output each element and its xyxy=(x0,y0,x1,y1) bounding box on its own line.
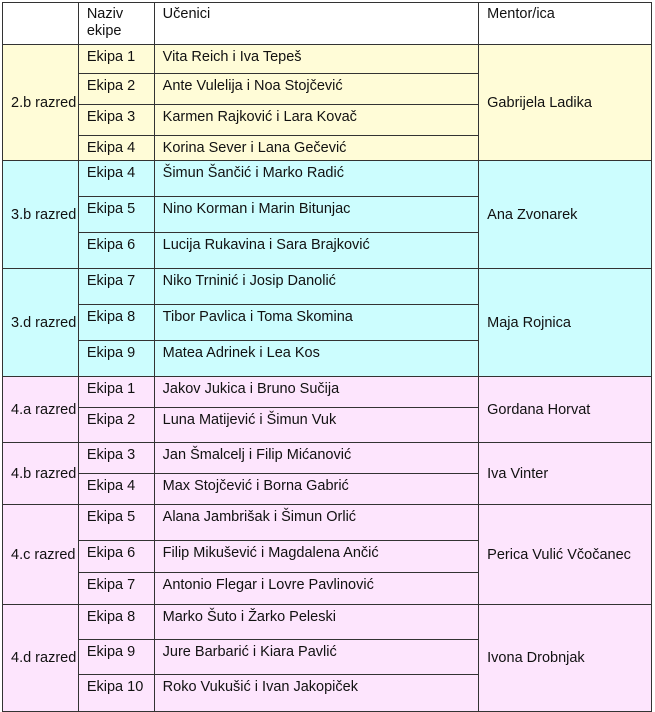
team-cell: Ekipa 9 xyxy=(78,640,154,675)
students-cell: Antonio Flegar i Lovre Pavlinović xyxy=(154,573,479,605)
team-cell: Ekipa 7 xyxy=(78,269,154,305)
class-cell: 3.b razred xyxy=(3,161,79,269)
header-row xyxy=(3,3,652,45)
header-mentor: Mentor/ica xyxy=(479,3,652,45)
students-cell: Vita Reich i Iva Tepeš xyxy=(154,45,479,74)
team-cell: Ekipa 1 xyxy=(78,377,154,408)
table-row xyxy=(3,269,652,305)
team-cell: Ekipa 1 xyxy=(78,45,154,74)
students-cell: Jan Šmalcelj i Filip Mićanović xyxy=(154,443,479,474)
team-cell: Ekipa 5 xyxy=(78,505,154,541)
table-row xyxy=(3,443,652,474)
students-cell: Niko Trninić i Josip Danolić xyxy=(154,269,479,305)
students-cell: Marko Šuto i Žarko Peleski xyxy=(154,605,479,640)
students-cell: Karmen Rajković i Lara Kovač xyxy=(154,105,479,136)
mentor-cell: Gordana Horvat xyxy=(479,377,652,443)
team-cell: Ekipa 10 xyxy=(78,675,154,712)
team-cell: Ekipa 2 xyxy=(78,74,154,105)
team-cell: Ekipa 7 xyxy=(78,573,154,605)
students-cell: Lucija Rukavina i Sara Brajković xyxy=(154,233,479,269)
table-row xyxy=(3,605,652,640)
class-cell: 4.b razred xyxy=(3,443,79,505)
class-cell: 4.a razred xyxy=(3,377,79,443)
table-row xyxy=(3,45,652,74)
class-cell: 3.d razred xyxy=(3,269,79,377)
header-team-name: Naziv ekipe xyxy=(78,3,154,45)
students-cell: Tibor Pavlica i Toma Skomina xyxy=(154,305,479,341)
table-row xyxy=(3,377,652,408)
team-cell: Ekipa 4 xyxy=(78,136,154,161)
students-cell: Jakov Jukica i Bruno Sučija xyxy=(154,377,479,408)
class-cell: 4.d razred xyxy=(3,605,79,712)
students-cell: Max Stojčević i Borna Gabrić xyxy=(154,474,479,505)
students-cell: Ante Vulelija i Noa Stojčević xyxy=(154,74,479,105)
class-cell: 2.b razred xyxy=(3,45,79,161)
team-cell: Ekipa 6 xyxy=(78,233,154,269)
mentor-cell: Ana Zvonarek xyxy=(479,161,652,269)
team-cell: Ekipa 6 xyxy=(78,541,154,573)
class-cell: 4.c razred xyxy=(3,505,79,605)
team-cell: Ekipa 3 xyxy=(78,443,154,474)
header-class xyxy=(3,3,79,45)
students-cell: Nino Korman i Marin Bitunjac xyxy=(154,197,479,233)
students-cell: Matea Adrinek i Lea Kos xyxy=(154,341,479,377)
team-cell: Ekipa 4 xyxy=(78,474,154,505)
table-row xyxy=(3,505,652,541)
team-cell: Ekipa 9 xyxy=(78,341,154,377)
mentor-cell: Perica Vulić Včočanec xyxy=(479,505,652,605)
team-cell: Ekipa 4 xyxy=(78,161,154,197)
team-cell: Ekipa 8 xyxy=(78,605,154,640)
mentor-cell: Gabrijela Ladika xyxy=(479,45,652,161)
students-cell: Korina Sever i Lana Gečević xyxy=(154,136,479,161)
students-cell: Luna Matijević i Šimun Vuk xyxy=(154,408,479,443)
students-cell: Roko Vukušić i Ivan Jakopiček xyxy=(154,675,479,712)
team-cell: Ekipa 8 xyxy=(78,305,154,341)
students-cell: Jure Barbarić i Kiara Pavlić xyxy=(154,640,479,675)
team-cell: Ekipa 3 xyxy=(78,105,154,136)
team-cell: Ekipa 5 xyxy=(78,197,154,233)
header-students: Učenici xyxy=(154,3,479,45)
team-roster-table xyxy=(2,2,652,712)
mentor-cell: Iva Vinter xyxy=(479,443,652,505)
students-cell: Alana Jambrišak i Šimun Orlić xyxy=(154,505,479,541)
students-cell: Šimun Šančić i Marko Radić xyxy=(154,161,479,197)
team-cell: Ekipa 2 xyxy=(78,408,154,443)
table-row xyxy=(3,161,652,197)
mentor-cell: Maja Rojnica xyxy=(479,269,652,377)
mentor-cell: Ivona Drobnjak xyxy=(479,605,652,712)
students-cell: Filip Mikušević i Magdalena Ančić xyxy=(154,541,479,573)
